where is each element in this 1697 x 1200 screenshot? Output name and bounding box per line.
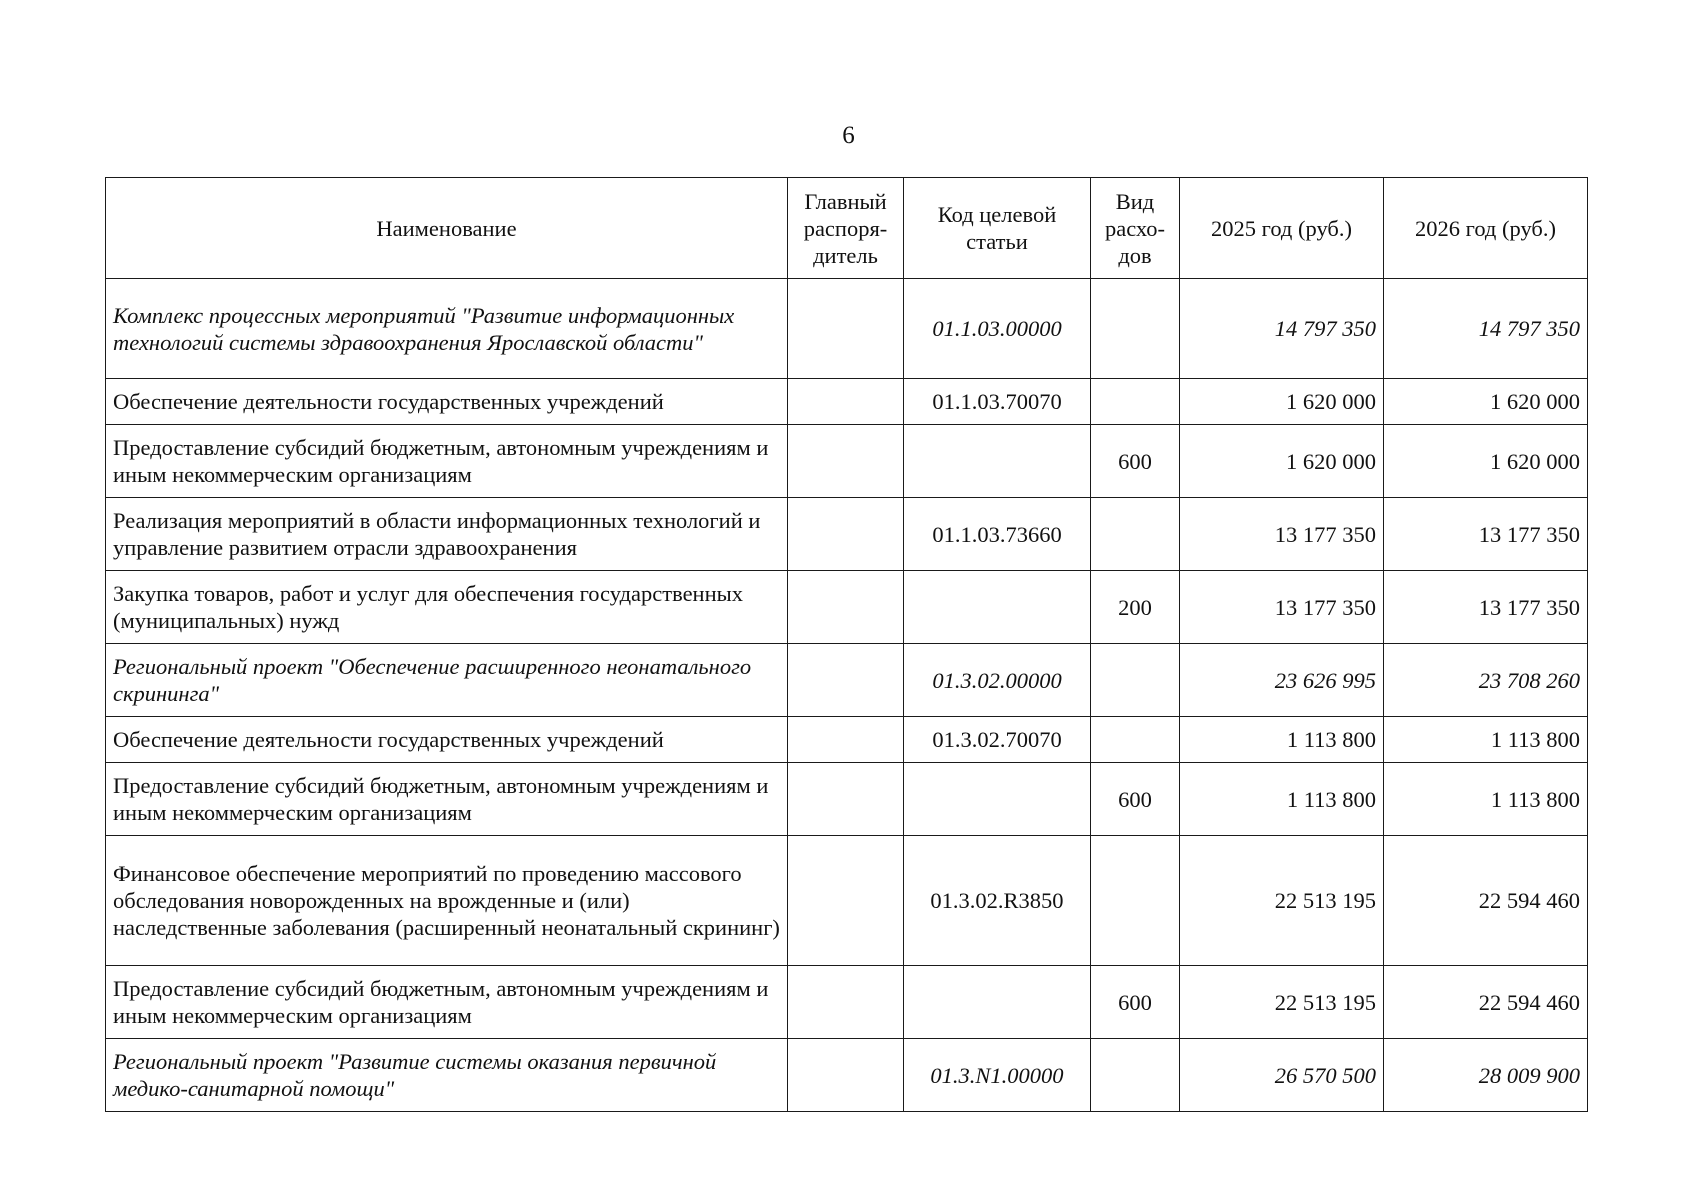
row-code	[904, 425, 1091, 498]
row-2026: 22 594 460	[1384, 836, 1588, 966]
header-kind: Вид расхо-дов	[1091, 178, 1180, 279]
header-2025: 2025 год (руб.)	[1180, 178, 1384, 279]
row-2025: 1 113 800	[1180, 717, 1384, 763]
row-code: 01.1.03.00000	[904, 279, 1091, 379]
row-2025: 1 113 800	[1180, 763, 1384, 836]
row-code: 01.3.02.70070	[904, 717, 1091, 763]
row-admin	[788, 571, 904, 644]
row-code: 01.1.03.73660	[904, 498, 1091, 571]
table-row	[106, 379, 1588, 425]
row-name: Обеспечение деятельности государственных учреждений	[106, 717, 788, 763]
table-row	[106, 1039, 1588, 1112]
row-name: Реализация мероприятий в области информационных технологий и управление развитием отрасли здравоохранения	[106, 498, 788, 571]
budget-table	[105, 177, 1588, 1112]
row-name: Обеспечение деятельности государственных учреждений	[106, 379, 788, 425]
row-2025: 14 797 350	[1180, 279, 1384, 379]
row-kind: 600	[1091, 425, 1180, 498]
table-row	[106, 763, 1588, 836]
row-kind	[1091, 1039, 1180, 1112]
row-admin	[788, 379, 904, 425]
row-admin	[788, 644, 904, 717]
header-admin: Главный распоря-дитель	[788, 178, 904, 279]
row-kind	[1091, 644, 1180, 717]
row-name: Финансовое обеспечение мероприятий по проведению массового обследования новорожденных на врожденные и (или) наследственные заболевания (расширенный неонатальный скрининг)	[106, 836, 788, 966]
row-code: 01.3.02.00000	[904, 644, 1091, 717]
table-row	[106, 717, 1588, 763]
row-code: 01.3.N1.00000	[904, 1039, 1091, 1112]
row-2025: 1 620 000	[1180, 379, 1384, 425]
row-2026: 1 113 800	[1384, 763, 1588, 836]
row-2025: 22 513 195	[1180, 836, 1384, 966]
row-code	[904, 966, 1091, 1039]
row-code	[904, 571, 1091, 644]
row-2025: 22 513 195	[1180, 966, 1384, 1039]
row-kind	[1091, 717, 1180, 763]
row-2026: 22 594 460	[1384, 966, 1588, 1039]
row-2026: 28 009 900	[1384, 1039, 1588, 1112]
row-kind: 600	[1091, 763, 1180, 836]
row-2025: 13 177 350	[1180, 498, 1384, 571]
row-name: Предоставление субсидий бюджетным, автономным учреждениям и иным некоммерческим организациям	[106, 966, 788, 1039]
table-row	[106, 571, 1588, 644]
row-kind	[1091, 379, 1180, 425]
row-admin	[788, 498, 904, 571]
table-header-row	[106, 178, 1588, 279]
row-admin	[788, 425, 904, 498]
table-row	[106, 966, 1588, 1039]
row-kind	[1091, 279, 1180, 379]
page-number: 6	[842, 122, 855, 149]
table-row	[106, 425, 1588, 498]
header-name: Наименование	[106, 178, 788, 279]
row-name: Региональный проект "Обеспечение расширенного неонатального скрининга"	[106, 644, 788, 717]
row-name: Предоставление субсидий бюджетным, автономным учреждениям и иным некоммерческим организациям	[106, 425, 788, 498]
row-name: Предоставление субсидий бюджетным, автономным учреждениям и иным некоммерческим организациям	[106, 763, 788, 836]
row-kind	[1091, 836, 1180, 966]
table-row	[106, 279, 1588, 379]
row-2026: 23 708 260	[1384, 644, 1588, 717]
row-admin	[788, 966, 904, 1039]
row-2025: 26 570 500	[1180, 1039, 1384, 1112]
row-admin	[788, 763, 904, 836]
row-2025: 13 177 350	[1180, 571, 1384, 644]
row-code	[904, 763, 1091, 836]
row-name: Региональный проект "Развитие системы оказания первичной медико-санитарной помощи"	[106, 1039, 788, 1112]
row-name: Закупка товаров, работ и услуг для обеспечения государственных (муниципальных) нужд	[106, 571, 788, 644]
row-name: Комплекс процессных мероприятий "Развитие информационных технологий системы здравоохранения Ярославской области"	[106, 279, 788, 379]
table-row	[106, 836, 1588, 966]
header-code: Код целевой статьи	[904, 178, 1091, 279]
row-admin	[788, 1039, 904, 1112]
row-2026: 13 177 350	[1384, 498, 1588, 571]
row-2026: 1 620 000	[1384, 379, 1588, 425]
table-row	[106, 644, 1588, 717]
row-admin	[788, 279, 904, 379]
row-2026: 14 797 350	[1384, 279, 1588, 379]
header-2026: 2026 год (руб.)	[1384, 178, 1588, 279]
row-admin	[788, 836, 904, 966]
row-kind: 600	[1091, 966, 1180, 1039]
row-2026: 1 620 000	[1384, 425, 1588, 498]
row-2025: 23 626 995	[1180, 644, 1384, 717]
row-2026: 13 177 350	[1384, 571, 1588, 644]
row-kind: 200	[1091, 571, 1180, 644]
table-row	[106, 498, 1588, 571]
row-admin	[788, 717, 904, 763]
row-2025: 1 620 000	[1180, 425, 1384, 498]
row-kind	[1091, 498, 1180, 571]
row-2026: 1 113 800	[1384, 717, 1588, 763]
row-code: 01.3.02.R3850	[904, 836, 1091, 966]
row-code: 01.1.03.70070	[904, 379, 1091, 425]
